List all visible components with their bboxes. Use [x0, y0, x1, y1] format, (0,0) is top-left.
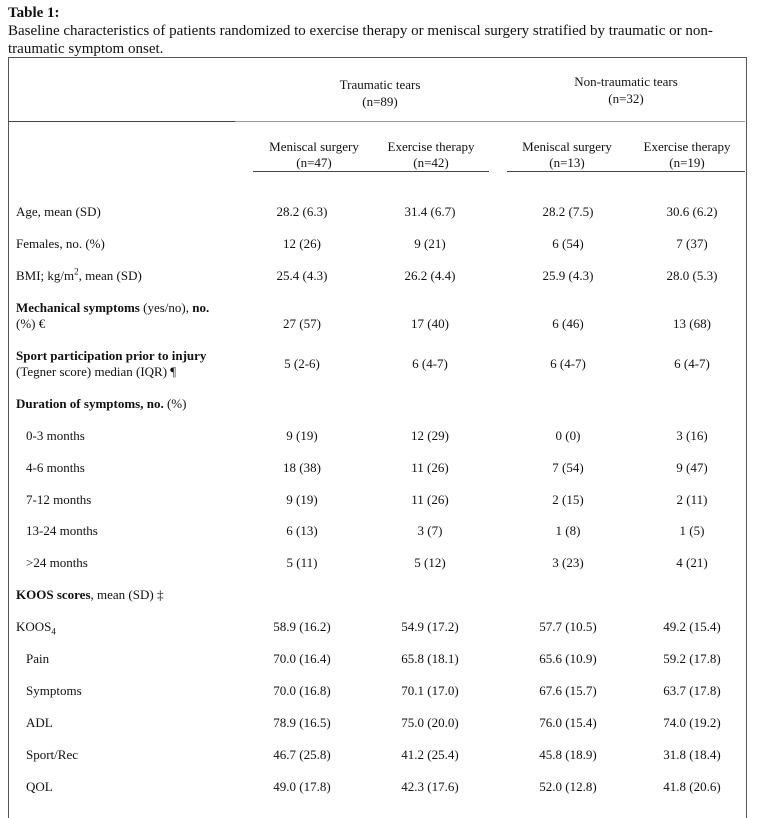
- column-header-3: [507, 139, 627, 171]
- header-divider-right: [235, 121, 745, 122]
- cell: 5 (11): [286, 555, 318, 570]
- column-3-n: (n=13): [549, 155, 585, 170]
- group-nontraumatic-n: (n=32): [608, 91, 644, 106]
- row-label: [16, 348, 246, 380]
- cell: 6 (4-7): [412, 356, 448, 371]
- table-label: Table 1:: [8, 5, 60, 21]
- cell: 11 (26): [411, 492, 449, 507]
- cell: 31.8 (18.4): [663, 747, 721, 762]
- cell: 70.0 (16.4): [273, 651, 331, 666]
- mech-label-bold: Mechanical symptoms: [16, 300, 140, 315]
- cell: 9 (47): [676, 460, 708, 475]
- cell: 31.4 (6.7): [404, 204, 456, 219]
- cell: 49.2 (15.4): [663, 619, 721, 634]
- group-header-traumatic: [300, 76, 460, 110]
- table-caption: [8, 4, 748, 58]
- cell: 28.2 (6.3): [276, 204, 328, 219]
- column-3-name: Meniscal surgery: [522, 139, 612, 154]
- cell: 2 (15): [552, 492, 584, 507]
- row-label: 4-6 months: [26, 460, 85, 475]
- row-label: Sport/Rec: [26, 747, 78, 762]
- group-traumatic-name: Traumatic tears: [339, 77, 421, 92]
- bmi-label-text: BMI; kg/m: [16, 268, 75, 283]
- header-divider-left: [8, 121, 235, 122]
- cell: 49.0 (17.8): [273, 779, 331, 794]
- cell: 18 (38): [283, 460, 321, 475]
- row-label: [16, 268, 246, 284]
- column-underline-nontraumatic: [507, 171, 745, 172]
- column-1-name: Meniscal surgery: [269, 139, 359, 154]
- bmi-label-suffix: , mean (SD): [78, 268, 142, 283]
- cell: 57.7 (10.5): [539, 619, 597, 634]
- cell: 45.8 (18.9): [539, 747, 597, 762]
- row-label: Pain: [26, 651, 50, 666]
- cell: 7 (54): [552, 460, 584, 475]
- cell: 65.6 (10.9): [539, 651, 597, 666]
- duration-label-bold: Duration of symptoms, no.: [16, 396, 164, 411]
- cell: 28.0 (5.3): [666, 268, 718, 283]
- cell: 1 (5): [679, 523, 705, 538]
- column-4-name: Exercise therapy: [643, 139, 731, 154]
- column-1-n: (n=47): [296, 155, 332, 170]
- cell: 25.9 (4.3): [542, 268, 594, 283]
- cell: 52.0 (12.8): [539, 779, 597, 794]
- cell: 65.8 (18.1): [401, 651, 459, 666]
- row-label: QOL: [26, 779, 53, 794]
- cell: 67.6 (15.7): [539, 683, 597, 698]
- cell: 63.7 (17.8): [663, 683, 721, 698]
- cell: 9 (19): [286, 428, 318, 443]
- cell: 59.2 (17.8): [663, 651, 721, 666]
- cell: 42.3 (17.6): [401, 779, 459, 794]
- cell: 17 (40): [411, 316, 449, 331]
- koos-label-bold: KOOS scores: [16, 587, 91, 602]
- cell: 46.7 (25.8): [273, 747, 331, 762]
- cell: 6 (13): [286, 523, 318, 538]
- cell: 12 (26): [283, 236, 321, 251]
- row-label: Females, no. (%): [16, 236, 105, 251]
- cell: 58.9 (16.2): [273, 619, 331, 634]
- cell: 54.9 (17.2): [401, 619, 459, 634]
- cell: 6 (46): [552, 316, 584, 331]
- cell: 0 (0): [555, 428, 581, 443]
- cell: 75.0 (20.0): [401, 715, 459, 730]
- cell: 26.2 (4.4): [404, 268, 456, 283]
- row-label: Age, mean (SD): [16, 204, 101, 219]
- cell: 6 (54): [552, 236, 584, 251]
- row-label: [16, 396, 246, 412]
- cell: 3 (7): [417, 523, 443, 538]
- mech-label-bold2: no.: [192, 300, 210, 315]
- cell: 9 (21): [414, 236, 446, 251]
- cell: 70.1 (17.0): [401, 683, 459, 698]
- cell: 1 (8): [555, 523, 581, 538]
- mech-label-mid: (yes/no),: [139, 300, 193, 315]
- bmi-label-superscript: 2: [74, 266, 79, 277]
- duration-label-rest: (%): [163, 396, 187, 411]
- cell: 70.0 (16.8): [273, 683, 331, 698]
- cell: 78.9 (16.5): [273, 715, 331, 730]
- row-label: [16, 300, 246, 332]
- cell: 11 (26): [411, 460, 449, 475]
- mech-label-line2: (%) €: [16, 316, 46, 331]
- cell: 76.0 (15.4): [539, 715, 597, 730]
- column-header-4: [627, 139, 747, 171]
- row-label: [16, 619, 246, 635]
- cell: 9 (19): [286, 492, 318, 507]
- cell: 4 (21): [676, 555, 708, 570]
- koos-label-rest: , mean (SD) ‡: [90, 587, 164, 602]
- row-label: 13-24 months: [26, 523, 98, 538]
- cell: 6 (4-7): [550, 356, 586, 371]
- cell: 13 (68): [673, 316, 711, 331]
- cell: 74.0 (19.2): [663, 715, 721, 730]
- row-label: 0-3 months: [26, 428, 85, 443]
- cell: 41.8 (20.6): [663, 779, 721, 794]
- koos4-label-text: KOOS: [16, 619, 52, 634]
- row-label: >24 months: [26, 555, 88, 570]
- sport-label-bold: Sport participation prior to injury: [16, 348, 207, 363]
- cell: 7 (37): [676, 236, 708, 251]
- row-label: Symptoms: [26, 683, 82, 698]
- group-header-nontraumatic: [546, 73, 706, 107]
- cell: 30.6 (6.2): [666, 204, 718, 219]
- cell: 28.2 (7.5): [542, 204, 594, 219]
- cell: 5 (12): [414, 555, 446, 570]
- column-header-1: [254, 139, 374, 171]
- cell: 6 (4-7): [674, 356, 710, 371]
- group-nontraumatic-name: Non-traumatic tears: [574, 74, 678, 89]
- cell: 2 (11): [676, 492, 708, 507]
- cell: 5 (2-6): [284, 356, 320, 371]
- cell: 12 (29): [411, 428, 449, 443]
- cell: 25.4 (4.3): [276, 268, 328, 283]
- row-label: ADL: [26, 715, 53, 730]
- column-header-2: [371, 139, 491, 171]
- group-traumatic-n: (n=89): [362, 94, 398, 109]
- sport-label-line2: (Tegner score) median (IQR) ¶: [16, 364, 177, 379]
- row-label: [16, 587, 246, 603]
- column-4-n: (n=19): [669, 155, 705, 170]
- cell: 41.2 (25.4): [401, 747, 459, 762]
- row-label: 7-12 months: [26, 492, 92, 507]
- cell: 3 (23): [552, 555, 584, 570]
- koos4-label-subscript: 4: [51, 626, 56, 637]
- column-2-n: (n=42): [413, 155, 449, 170]
- table-caption-text: Baseline characteristics of patients randomized to exercise therapy or meniscal surgery stratified by traumatic or non-traumatic symptom onset.: [8, 23, 713, 57]
- cell: 3 (16): [676, 428, 708, 443]
- column-underline-traumatic: [253, 171, 489, 172]
- column-2-name: Exercise therapy: [387, 139, 475, 154]
- cell: 27 (57): [283, 316, 321, 331]
